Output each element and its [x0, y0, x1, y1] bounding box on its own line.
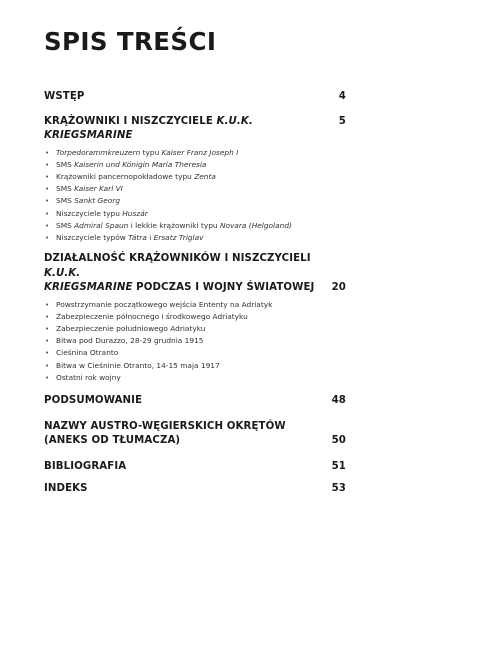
toc-entry-label-italic: K.U.K. — [44, 267, 81, 279]
bullet-icon: • — [45, 361, 50, 370]
toc-entry-krazowniki[interactable] — [44, 115, 346, 245]
bullet-icon: • — [45, 197, 50, 206]
list-item[interactable]: • Bitwa w Cieśninie Otranto, 14-15 maja 1917 — [44, 360, 346, 372]
bullet-icon: • — [45, 185, 50, 194]
bullet-icon: • — [45, 349, 50, 358]
list-item[interactable]: • SMS Admiral Spaun i lekkie krążowniki typu Novara (Helgoland) — [44, 220, 346, 232]
list-item[interactable]: • Niszczyciele typów Tátra i Ersatz Triglav — [44, 232, 346, 244]
toc-entry-page: 50 — [331, 435, 346, 447]
list-item[interactable]: • Bitwa pod Durazzo, 28-29 grudnia 1915 — [44, 335, 346, 347]
bullet-icon: • — [45, 300, 50, 309]
list-item[interactable]: • SMS Kaiser Karl VI — [44, 183, 346, 195]
toc-entry-label: PODCZAS I WOJNY ŚWIATOWEJ — [132, 282, 315, 294]
toc-entry-page: 20 — [331, 282, 346, 294]
toc-entry-label: INDEKS — [44, 483, 88, 495]
toc-entry-dzialalnosc[interactable] — [44, 252, 346, 384]
toc-entry-podsumowanie[interactable] — [44, 394, 346, 409]
toc-entry-label: BIBLIOGRAFIA — [44, 460, 127, 472]
list-item[interactable]: • Ostatni rok wojny — [44, 372, 346, 384]
bullet-icon: • — [45, 209, 50, 218]
list-item[interactable]: • Zabezpieczenie południowego Adriatyku — [44, 323, 346, 335]
toc-entry-label: (ANEKS OD TŁUMACZA) — [44, 435, 181, 447]
toc-entry-page: 5 — [338, 115, 346, 127]
toc-entry-page: 51 — [331, 460, 346, 472]
bullet-icon: • — [45, 172, 50, 181]
toc-entry-page: 48 — [331, 395, 346, 407]
toc-entry-page: 4 — [338, 91, 346, 102]
subentry-list — [44, 299, 346, 384]
toc-entry-label-italic: KRIEGSMARINE — [44, 282, 133, 294]
page-title: SPIS TREŚCI — [44, 27, 217, 56]
list-item[interactable]: • Powstrzymanie początkowego wejścia Ententy na Adriatyk — [44, 299, 346, 311]
table-of-contents — [44, 90, 346, 497]
toc-entry-page: 53 — [331, 483, 346, 495]
toc-entry-nazwy[interactable] — [44, 420, 346, 449]
toc-entry-label: PODSUMOWANIE — [44, 395, 143, 407]
toc-entry-wstep[interactable] — [44, 90, 346, 105]
list-item[interactable]: • SMS Kaiserin und Königin Maria Theresia — [44, 159, 346, 171]
list-item[interactable]: • Krążowniki pancernopokładowe typu Zenta — [44, 171, 346, 183]
bullet-icon: • — [45, 325, 50, 334]
list-item[interactable]: • Zabezpieczenie północnego i środkowego Adriatyku — [44, 311, 346, 323]
bullet-icon: • — [45, 148, 50, 157]
bullet-icon: • — [45, 312, 50, 321]
bullet-icon: • — [45, 221, 50, 230]
bullet-icon: • — [45, 373, 50, 382]
bullet-icon: • — [45, 160, 50, 169]
bullet-icon: • — [45, 233, 50, 242]
list-item[interactable]: • Torpedorammkreuzern typu Kaiser Franz Joseph I — [44, 147, 346, 159]
toc-entry-label: WSTĘP — [44, 91, 85, 102]
toc-entry-label: KRĄŻOWNIKI I NISZCZYCIELE — [44, 115, 217, 127]
page-header — [44, 27, 344, 56]
toc-entry-label: NAZWY AUSTRO-WĘGIERSKICH OKRĘTÓW — [44, 420, 286, 432]
toc-entry-indeks[interactable] — [44, 482, 346, 497]
list-item[interactable]: • SMS Sankt Georg — [44, 195, 346, 207]
subentry-list — [44, 147, 346, 245]
toc-entry-label: DZIAŁALNOŚĆ KRĄŻOWNIKÓW I NISZCZYCIELI — [44, 253, 311, 265]
bullet-icon: • — [45, 337, 50, 346]
list-item[interactable]: • Niszczyciele typu Huszár — [44, 208, 346, 220]
list-item[interactable]: • Cieśnina Otranto — [44, 347, 346, 359]
toc-entry-label-italic: K.U.K. KRIEGSMARINE — [44, 115, 253, 141]
toc-entry-bibliografia[interactable] — [44, 460, 346, 475]
